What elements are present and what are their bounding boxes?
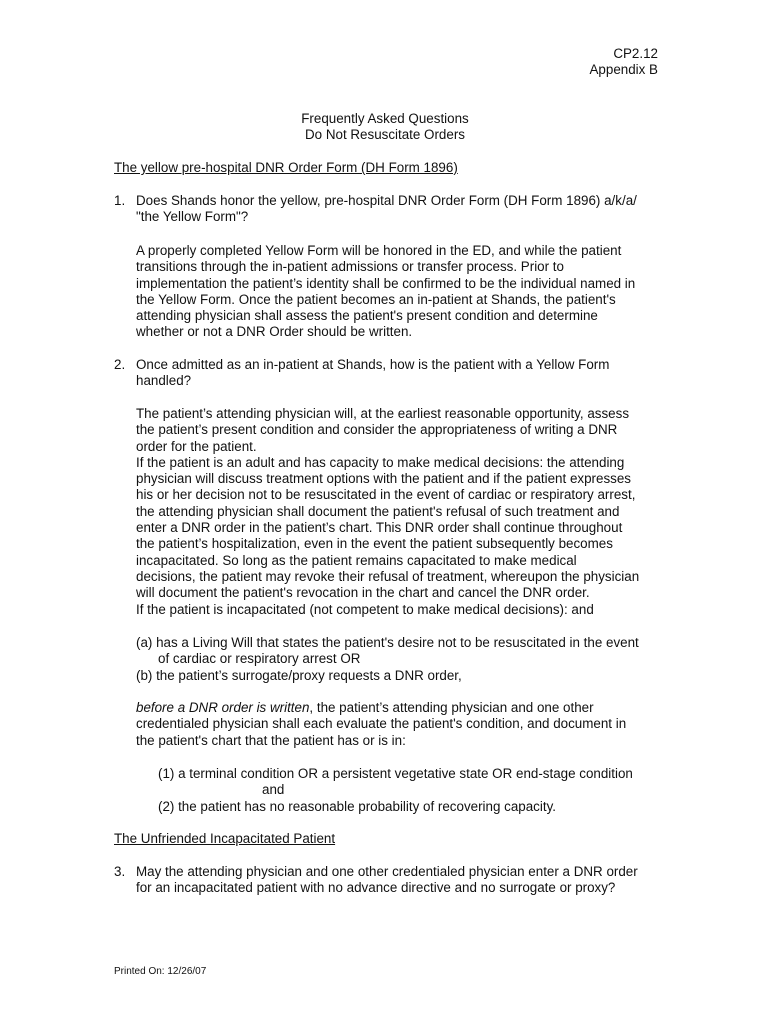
list-item-b: (b) the patient’s surrogate/proxy requests a DNR order,: [136, 667, 462, 683]
condition-1: (1) a terminal condition OR a persistent vegetative state OR end-stage condition: [158, 766, 633, 781]
printed-date: Printed On: 12/26/07: [114, 966, 207, 977]
answer-line: physician will discuss treatment options with the patient and if the patient expresses: [136, 471, 631, 487]
answer-line: incapacitated. So long as the patient remains capacitated to make medical: [136, 552, 577, 568]
section-heading-unfriended: The Unfriended Incapacitated Patient: [114, 831, 336, 846]
answer-line: attending physician shall assess the patient's present condition and determine: [136, 308, 598, 324]
answer-2: [136, 406, 661, 618]
answer-line: order for the patient.: [136, 438, 257, 454]
section-heading-yellow-form: The yellow pre-hospital DNR Order Form (DH Form 1896): [114, 160, 458, 175]
answer-line: enter a DNR order in the patient’s chart. This DNR order shall continue throughout: [136, 520, 623, 536]
answer-line: the patient’s hospitalization, even in the event the patient subsequently becomes: [136, 536, 613, 552]
answer-line: The patient’s attending physician will, at the earliest reasonable opportunity, assess: [136, 406, 630, 421]
question-1: [136, 193, 661, 226]
title-line-1: Frequently Asked Questions: [301, 111, 469, 126]
criteria-list: [136, 635, 661, 684]
appendix-label: Appendix B: [589, 62, 658, 78]
question-line: May the attending physician and one other credentialed physician enter a DNR order: [136, 864, 638, 879]
answer-line: the patient’s present condition and consider the appropriateness of writing a DNR: [136, 422, 618, 438]
question-number-1: 1.: [114, 193, 126, 208]
answer-line: his or her decision not to be resuscitated in the event of cardiac or respiratory arrest,: [136, 487, 636, 503]
question-line: Once admitted as an in-patient at Shands, how is the patient with a Yellow Form: [136, 357, 610, 372]
document-code: CP2.12: [613, 46, 658, 61]
document-code-block: [590, 46, 659, 79]
answer-line: If the patient is an adult and has capacity to make medical decisions: the attending: [136, 454, 625, 470]
question-2: [136, 357, 661, 390]
page-title: [0, 111, 770, 144]
answer-line: the attending physician shall document the patient's refusal of such treatment and: [136, 503, 620, 519]
list-item-a: (a) has a Living Will that states the patient's desire not to be resuscitated in the event: [136, 635, 639, 650]
condition-2: (2) the patient has no reasonable probability of recovering capacity.: [158, 798, 556, 814]
question-line: "the Yellow Form"?: [136, 209, 249, 225]
evaluation-line: the patient's chart that the patient has or is in:: [136, 732, 406, 748]
question-number-3: 3.: [114, 864, 126, 879]
emphasis-before-dnr: before a DNR order is written: [136, 700, 310, 715]
answer-line: If the patient is incapacitated (not competent to make medical decisions): and: [136, 601, 594, 617]
list-item-a-continued: of cardiac or respiratory arrest OR: [158, 651, 361, 667]
evaluation-line-rest: , the patient’s attending physician and one other: [309, 700, 594, 715]
question-line: handled?: [136, 373, 192, 389]
question-line: for an incapacitated patient with no advance directive and no surrogate or proxy?: [136, 880, 616, 896]
conditions-list: [158, 766, 678, 815]
answer-line: will document the patient's revocation in the chart and cancel the DNR order.: [136, 585, 590, 601]
question-number-2: 2.: [114, 357, 126, 372]
question-line: Does Shands honor the yellow, pre-hospital DNR Order Form (DH Form 1896) a/k/a/: [136, 193, 637, 208]
answer-line: transitions through the in-patient admissions or transfer process. Prior to: [136, 259, 564, 275]
answer-line: A properly completed Yellow Form will be honored in the ED, and while the patient: [136, 243, 622, 258]
answer-line: decisions, the patient may revoke their refusal of treatment, whereupon the physician: [136, 568, 640, 584]
evaluation-line: credentialed physician shall each evaluate the patient's condition, and document in: [136, 716, 627, 732]
evaluation-line: [136, 700, 661, 716]
title-line-2: Do Not Resuscitate Orders: [304, 127, 465, 143]
answer-line: whether or not a DNR Order should be written.: [136, 324, 413, 340]
condition-and: and: [262, 782, 285, 798]
question-3: [136, 864, 661, 897]
answer-1: [136, 243, 661, 341]
answer-line: the Yellow Form. Once the patient becomes an in-patient at Shands, the patient's: [136, 291, 616, 307]
answer-line: implementation the patient’s identity shall be confirmed to be the individual named in: [136, 275, 636, 291]
evaluation-paragraph: [136, 700, 661, 749]
